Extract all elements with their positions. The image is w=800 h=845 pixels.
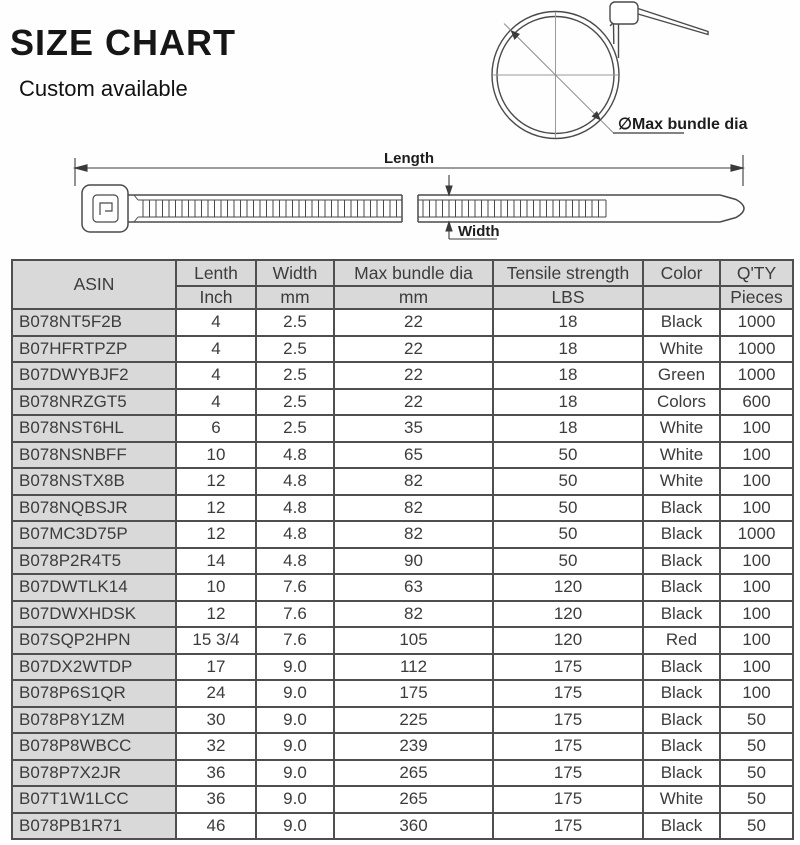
unit-length: Inch bbox=[176, 286, 256, 309]
width-cell: 2.5 bbox=[256, 336, 334, 363]
qty-cell: 100 bbox=[720, 601, 793, 628]
length-cell: 12 bbox=[176, 495, 256, 522]
cable-tie-outline bbox=[82, 185, 744, 232]
width-cell: 2.5 bbox=[256, 415, 334, 442]
qty-cell: 1000 bbox=[720, 521, 793, 548]
length-cell: 12 bbox=[176, 601, 256, 628]
qty-cell: 100 bbox=[720, 415, 793, 442]
qty-cell: 100 bbox=[720, 548, 793, 575]
table-body bbox=[12, 309, 793, 839]
qty-cell: 50 bbox=[720, 707, 793, 734]
asin-cell: B078NT5F2B bbox=[12, 309, 176, 336]
width-label: Width bbox=[458, 223, 500, 240]
max-bundle-dia-label: ∅Max bundle dia bbox=[618, 116, 748, 133]
strap-teeth-right bbox=[423, 200, 599, 217]
table-row bbox=[12, 786, 793, 813]
tensile-cell: 50 bbox=[493, 495, 643, 522]
length-cell: 36 bbox=[176, 760, 256, 787]
table-row bbox=[12, 654, 793, 681]
color-cell: Red bbox=[643, 627, 720, 654]
width-cell: 2.5 bbox=[256, 309, 334, 336]
tie-tip bbox=[720, 195, 744, 222]
table-row bbox=[12, 760, 793, 787]
page-title: SIZE CHART bbox=[10, 22, 236, 63]
unit-max-bundle-dia: mm bbox=[334, 286, 493, 309]
width-cell: 9.0 bbox=[256, 654, 334, 681]
dia-cell: 82 bbox=[334, 601, 493, 628]
length-cell: 36 bbox=[176, 786, 256, 813]
qty-cell: 50 bbox=[720, 813, 793, 840]
tensile-cell: 120 bbox=[493, 601, 643, 628]
tensile-cell: 50 bbox=[493, 521, 643, 548]
unit-tensile-strength: LBS bbox=[493, 286, 643, 309]
tensile-cell: 175 bbox=[493, 786, 643, 813]
tensile-cell: 50 bbox=[493, 468, 643, 495]
width-cell: 9.0 bbox=[256, 786, 334, 813]
qty-cell: 100 bbox=[720, 627, 793, 654]
qty-cell: 100 bbox=[720, 680, 793, 707]
qty-cell: 50 bbox=[720, 786, 793, 813]
tensile-cell: 175 bbox=[493, 707, 643, 734]
color-cell: Black bbox=[643, 309, 720, 336]
tensile-cell: 175 bbox=[493, 654, 643, 681]
asin-cell: B078P8Y1ZM bbox=[12, 707, 176, 734]
color-cell: Black bbox=[643, 813, 720, 840]
dia-cell: 22 bbox=[334, 389, 493, 416]
length-cell: 46 bbox=[176, 813, 256, 840]
color-cell: Black bbox=[643, 680, 720, 707]
color-cell: White bbox=[643, 468, 720, 495]
length-cell: 14 bbox=[176, 548, 256, 575]
color-cell: Colors bbox=[643, 389, 720, 416]
table-row bbox=[12, 813, 793, 840]
asin-cell: B07MC3D75P bbox=[12, 521, 176, 548]
col-header-max-bundle-dia: Max bundle dia bbox=[334, 260, 493, 286]
width-cell: 2.5 bbox=[256, 362, 334, 389]
asin-cell: B07DWTLK14 bbox=[12, 574, 176, 601]
qty-cell: 100 bbox=[720, 574, 793, 601]
color-cell: Black bbox=[643, 574, 720, 601]
qty-cell: 100 bbox=[720, 654, 793, 681]
asin-cell: B078NRZGT5 bbox=[12, 389, 176, 416]
dia-cell: 35 bbox=[334, 415, 493, 442]
table-row bbox=[12, 521, 793, 548]
col-header-qty: Q'TY bbox=[720, 260, 793, 286]
width-cell: 9.0 bbox=[256, 733, 334, 760]
qty-cell: 50 bbox=[720, 733, 793, 760]
qty-cell: 100 bbox=[720, 442, 793, 469]
col-header-tensile-strength: Tensile strength bbox=[493, 260, 643, 286]
table-row bbox=[12, 601, 793, 628]
asin-cell: B07DWYBJF2 bbox=[12, 362, 176, 389]
dia-cell: 112 bbox=[334, 654, 493, 681]
dia-cell: 82 bbox=[334, 521, 493, 548]
length-cell: 17 bbox=[176, 654, 256, 681]
dia-cell: 105 bbox=[334, 627, 493, 654]
tie-head-pawl bbox=[100, 203, 112, 215]
asin-cell: B078P2R4T5 bbox=[12, 548, 176, 575]
width-cell: 9.0 bbox=[256, 813, 334, 840]
color-cell: White bbox=[643, 415, 720, 442]
tensile-cell: 18 bbox=[493, 336, 643, 363]
qty-cell: 600 bbox=[720, 389, 793, 416]
width-cell: 9.0 bbox=[256, 760, 334, 787]
dia-cell: 82 bbox=[334, 468, 493, 495]
loop-tail bbox=[638, 9, 708, 35]
asin-cell: B078NST6HL bbox=[12, 415, 176, 442]
length-cell: 10 bbox=[176, 574, 256, 601]
dia-cell: 360 bbox=[334, 813, 493, 840]
width-cell: 7.6 bbox=[256, 601, 334, 628]
table-row bbox=[12, 627, 793, 654]
col-header-asin: ASIN bbox=[12, 260, 176, 309]
width-cell: 4.8 bbox=[256, 495, 334, 522]
length-cell: 6 bbox=[176, 415, 256, 442]
length-cell: 15 3/4 bbox=[176, 627, 256, 654]
width-cell: 7.6 bbox=[256, 627, 334, 654]
length-label: Length bbox=[384, 150, 434, 167]
col-header-width: Width bbox=[256, 260, 334, 286]
tie-head-slot bbox=[93, 195, 118, 222]
asin-cell: B078NQBSJR bbox=[12, 495, 176, 522]
color-cell: Black bbox=[643, 733, 720, 760]
color-cell: Black bbox=[643, 601, 720, 628]
width-cell: 2.5 bbox=[256, 389, 334, 416]
tensile-cell: 18 bbox=[493, 309, 643, 336]
header-title-row bbox=[12, 260, 793, 286]
tensile-cell: 50 bbox=[493, 442, 643, 469]
color-cell: Black bbox=[643, 654, 720, 681]
asin-cell: B07SQP2HPN bbox=[12, 627, 176, 654]
asin-cell: B078P6S1QR bbox=[12, 680, 176, 707]
qty-cell: 1000 bbox=[720, 336, 793, 363]
length-cell: 24 bbox=[176, 680, 256, 707]
width-cell: 4.8 bbox=[256, 521, 334, 548]
col-header-length: Lenth bbox=[176, 260, 256, 286]
tensile-cell: 175 bbox=[493, 813, 643, 840]
dia-cell: 265 bbox=[334, 786, 493, 813]
color-cell: White bbox=[643, 442, 720, 469]
length-cell: 12 bbox=[176, 468, 256, 495]
qty-cell: 50 bbox=[720, 760, 793, 787]
loop-head bbox=[610, 2, 638, 24]
tensile-cell: 18 bbox=[493, 415, 643, 442]
unit-color bbox=[643, 286, 720, 309]
color-cell: Black bbox=[643, 548, 720, 575]
color-cell: Black bbox=[643, 760, 720, 787]
dia-cell: 90 bbox=[334, 548, 493, 575]
dia-cell: 265 bbox=[334, 760, 493, 787]
asin-cell: B078PB1R71 bbox=[12, 813, 176, 840]
asin-cell: B078P7X2JR bbox=[12, 760, 176, 787]
asin-cell: B07HFRTPZP bbox=[12, 336, 176, 363]
asin-cell: B07T1W1LCC bbox=[12, 786, 176, 813]
color-cell: Green bbox=[643, 362, 720, 389]
width-cell: 9.0 bbox=[256, 680, 334, 707]
width-cell: 4.8 bbox=[256, 468, 334, 495]
length-cell: 4 bbox=[176, 362, 256, 389]
table-row bbox=[12, 468, 793, 495]
tensile-cell: 175 bbox=[493, 760, 643, 787]
table-row bbox=[12, 309, 793, 336]
dia-cell: 22 bbox=[334, 336, 493, 363]
dia-cell: 239 bbox=[334, 733, 493, 760]
table-row bbox=[12, 733, 793, 760]
width-cell: 4.8 bbox=[256, 548, 334, 575]
asin-cell: B078NSNBFF bbox=[12, 442, 176, 469]
dia-cell: 22 bbox=[334, 362, 493, 389]
tensile-cell: 175 bbox=[493, 733, 643, 760]
color-cell: Black bbox=[643, 707, 720, 734]
tensile-cell: 175 bbox=[493, 680, 643, 707]
table-row bbox=[12, 574, 793, 601]
qty-cell: 100 bbox=[720, 495, 793, 522]
length-cell: 4 bbox=[176, 389, 256, 416]
table-row bbox=[12, 548, 793, 575]
width-cell: 9.0 bbox=[256, 707, 334, 734]
qty-cell: 1000 bbox=[720, 309, 793, 336]
tensile-cell: 120 bbox=[493, 627, 643, 654]
dia-cell: 22 bbox=[334, 309, 493, 336]
qty-cell: 1000 bbox=[720, 362, 793, 389]
table-row bbox=[12, 389, 793, 416]
asin-cell: B078NSTX8B bbox=[12, 468, 176, 495]
width-cell: 7.6 bbox=[256, 574, 334, 601]
tensile-cell: 18 bbox=[493, 389, 643, 416]
table-row bbox=[12, 680, 793, 707]
color-cell: White bbox=[643, 336, 720, 363]
length-cell: 4 bbox=[176, 336, 256, 363]
dia-cell: 63 bbox=[334, 574, 493, 601]
asin-cell: B078P8WBCC bbox=[12, 733, 176, 760]
dia-cell: 225 bbox=[334, 707, 493, 734]
length-cell: 32 bbox=[176, 733, 256, 760]
col-header-color: Color bbox=[643, 260, 720, 286]
strap-right-outline bbox=[418, 195, 720, 222]
length-cell: 10 bbox=[176, 442, 256, 469]
color-cell: White bbox=[643, 786, 720, 813]
color-cell: Black bbox=[643, 521, 720, 548]
table-row bbox=[12, 442, 793, 469]
qty-cell: 100 bbox=[720, 468, 793, 495]
table-row bbox=[12, 362, 793, 389]
tensile-cell: 50 bbox=[493, 548, 643, 575]
tie-head bbox=[82, 185, 128, 232]
asin-cell: B07DWXHDSK bbox=[12, 601, 176, 628]
length-cell: 4 bbox=[176, 309, 256, 336]
length-cell: 12 bbox=[176, 521, 256, 548]
page-subtitle: Custom available bbox=[19, 76, 188, 101]
asin-cell: B07DX2WTDP bbox=[12, 654, 176, 681]
table-row bbox=[12, 495, 793, 522]
table-row bbox=[12, 336, 793, 363]
length-cell: 30 bbox=[176, 707, 256, 734]
dia-cell: 65 bbox=[334, 442, 493, 469]
size-chart-table bbox=[11, 259, 794, 840]
dia-cell: 175 bbox=[334, 680, 493, 707]
table-row bbox=[12, 415, 793, 442]
tensile-cell: 18 bbox=[493, 362, 643, 389]
table-row bbox=[12, 707, 793, 734]
unit-width: mm bbox=[256, 286, 334, 309]
dia-cell: 82 bbox=[334, 495, 493, 522]
strap-teeth-left bbox=[143, 200, 397, 217]
tie-diagram bbox=[60, 145, 760, 250]
width-cell: 4.8 bbox=[256, 442, 334, 469]
unit-qty: Pieces bbox=[720, 286, 793, 309]
color-cell: Black bbox=[643, 495, 720, 522]
tensile-cell: 120 bbox=[493, 574, 643, 601]
loop-diagram bbox=[460, 0, 780, 148]
